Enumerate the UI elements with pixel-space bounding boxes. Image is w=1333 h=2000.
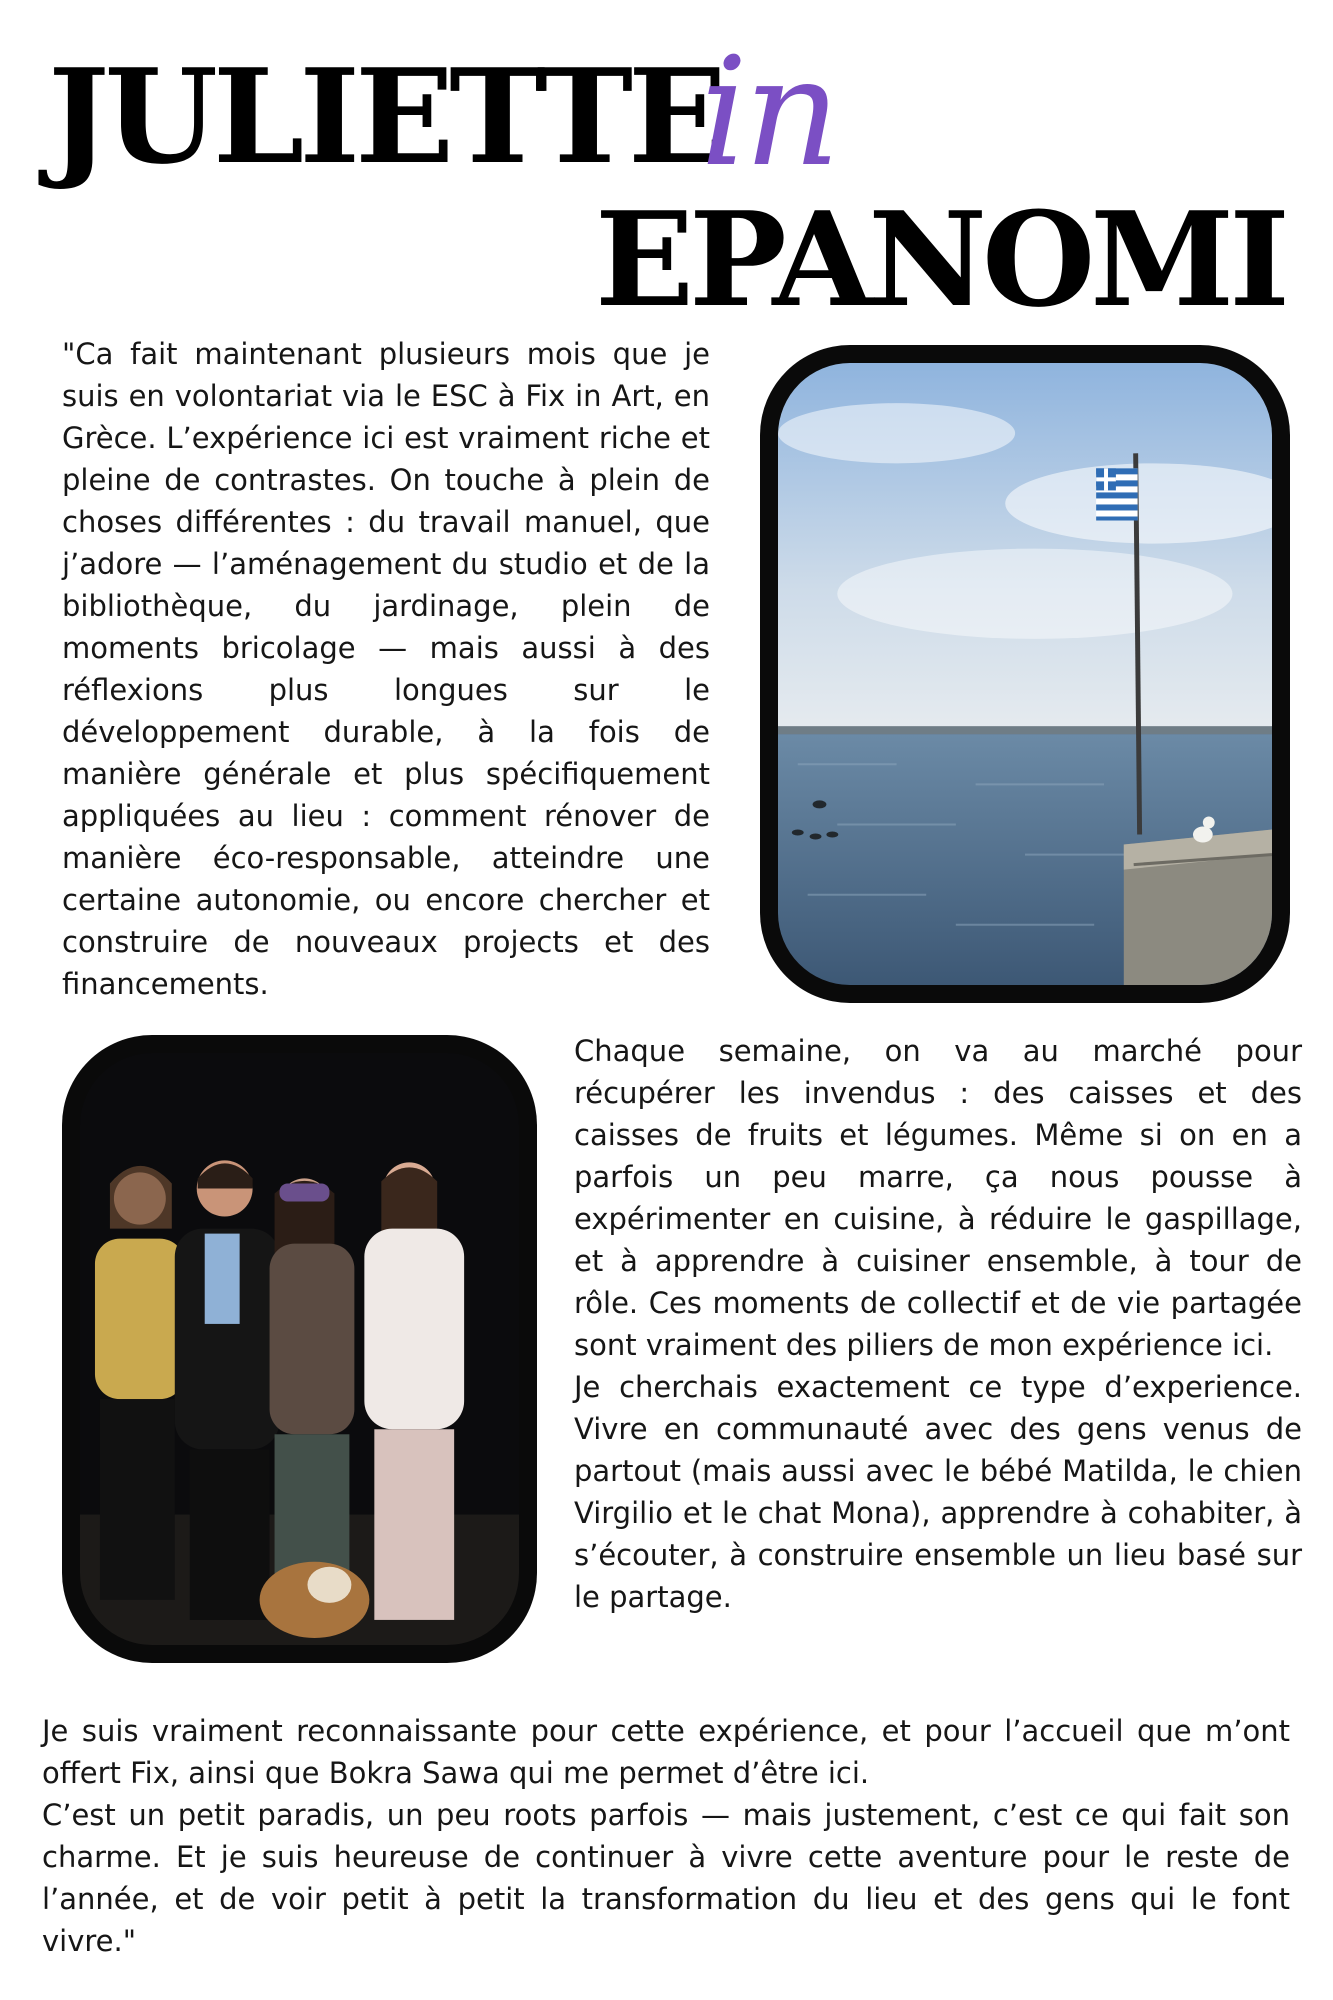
friends-group-photo <box>62 1035 537 1663</box>
paragraph-intro: "Ca fait maintenant plusieurs mois que je suis en volontariat via le ESC à Fix in Art, en Grèce. L’expérience ici est vraiment riche et pleine de contrastes. On touche à plein de choses différentes : du travail manuel, que j’adore — l’aménagement du studio et de la bibliothèque, du jardinage, plein de moments bricolage — mais aussi à des réflexions plus longues sur le développement durable, à la fois de manière générale et plus spécifiquement appliquées au lieu : comment rénover de manière éco-responsable, atteindre une certaine autonomie, ou encore chercher et construire de nouveaux projects et des financements. <box>62 337 710 1001</box>
paragraph-gratitude: Je suis vraiment reconnaissante pour cette expérience, et pour l’accueil que m’ont offert Fix, ainsi que Bokra Sawa qui me permet d’être ici. <box>42 1714 1290 1790</box>
title-juliette: JULIETTE <box>48 40 723 193</box>
paragraph-paradise: C’est un petit paradis, un peu roots parfois — mais justement, c’est ce qui fait son charme. Et je suis heureuse de continuer à vivre cette aventure pour le reste de l’année, et de voir petit à petit la transformation du lieu et des gens qui le font vivre." <box>42 1798 1290 1958</box>
title-epanomi: EPANOMI <box>594 183 1285 336</box>
group-illustration <box>80 1053 519 1645</box>
harbor-flag-photo <box>760 345 1290 1003</box>
harbor-illustration <box>778 363 1272 985</box>
paragraph-closing <box>42 1710 1290 1962</box>
title-script-in: in <box>700 26 837 200</box>
paragraph-market-community <box>574 1030 1302 1618</box>
paragraph-community: Je cherchais exactement ce type d’experience. Vivre en communauté avec des gens venus de partout (mais aussi avec le bébé Matilda, le chien Virgilio et le chat Mona), apprendre à cohabiter, à s’écouter, à construire ensemble un lieu basé sur le partage. <box>574 1370 1302 1614</box>
paragraph-market: Chaque semaine, on va au marché pour récupérer les invendus : des caisses et des caisses de fruits et légumes. Même si on en a parfois un peu marre, ça nous pousse à expérimenter en cuisine, à réduire le gaspillage, et à apprendre à cuisiner ensemble, à tour de rôle. Ces moments de collectif et de vie partagée sont vraiment des piliers de mon expérience ici. <box>574 1034 1302 1362</box>
